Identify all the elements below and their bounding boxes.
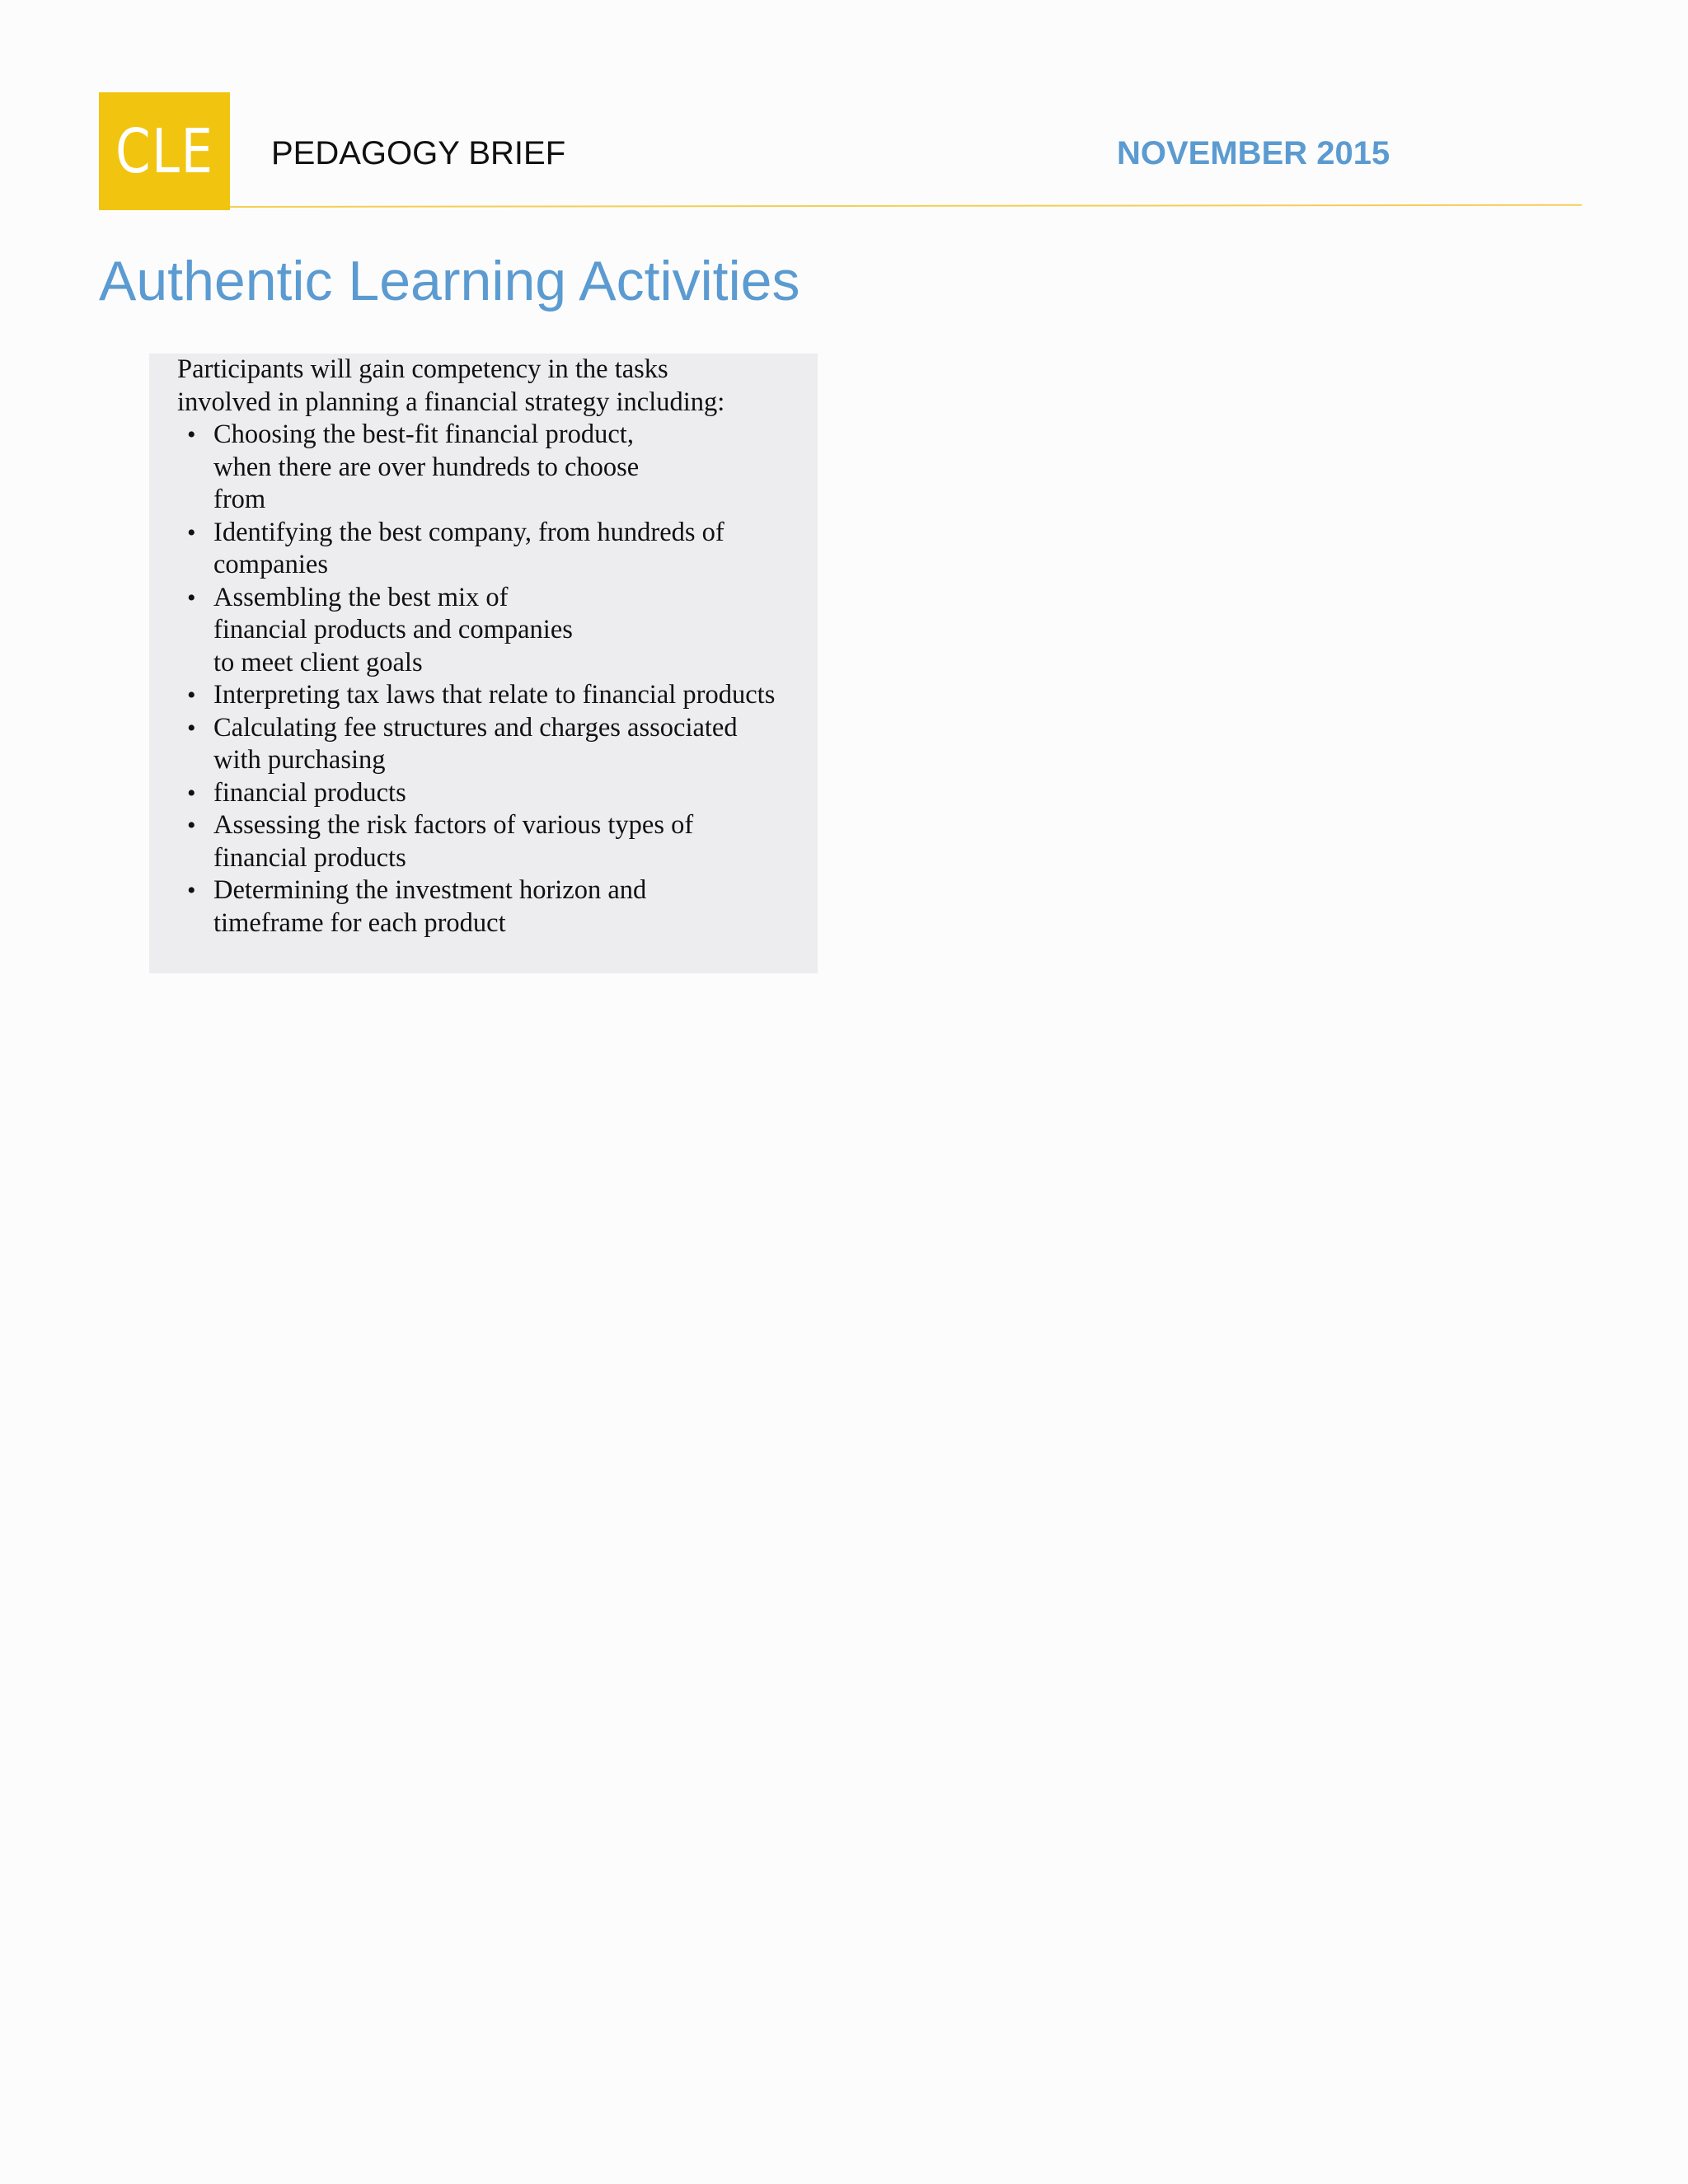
- list-item-line: Determining the investment horizon and: [213, 875, 647, 905]
- brief-label: PEDAGOGY BRIEF: [271, 135, 566, 171]
- competency-list: [177, 419, 818, 940]
- list-item: [177, 777, 818, 810]
- list-item-line: Calculating fee structures and charges associated: [213, 712, 738, 743]
- callout-intro: [177, 354, 818, 419]
- intro-line: Participants will gain competency in the tasks: [177, 354, 668, 384]
- bullet-icon: •: [187, 518, 196, 546]
- list-item-line: with purchasing: [213, 745, 386, 775]
- callout-text: [177, 354, 818, 940]
- bullet-icon: •: [187, 421, 196, 448]
- list-item-line: financial products: [213, 842, 406, 873]
- list-item-line: when there are over hundreds to choose: [213, 452, 640, 482]
- bullet-icon: •: [187, 682, 196, 709]
- list-item: [177, 809, 818, 874]
- list-item-line: timeframe for each product: [213, 907, 506, 938]
- competency-callout: [149, 354, 818, 973]
- list-item-line: Assessing the risk factors of various types of: [213, 810, 694, 840]
- bullet-icon: •: [187, 877, 196, 904]
- list-item-line: from: [213, 485, 266, 514]
- bullet-icon: •: [187, 779, 196, 807]
- list-item-line: Choosing the best-fit financial product,: [213, 419, 634, 449]
- list-item: [177, 582, 818, 680]
- list-item-line: to meet client goals: [213, 647, 423, 677]
- list-item-line: companies: [213, 550, 328, 579]
- list-item: [177, 419, 818, 517]
- list-item-line: Assembling the best mix of: [213, 582, 509, 612]
- issue-date: NOVEMBER 2015: [1117, 135, 1390, 171]
- bullet-icon: •: [187, 812, 196, 839]
- list-item: [177, 679, 818, 712]
- list-item-line: financial products and companies: [213, 615, 573, 644]
- list-item-line: Interpreting tax laws that relate to financial products: [213, 680, 776, 710]
- bullet-icon: •: [187, 714, 196, 742]
- bullet-icon: •: [187, 583, 196, 612]
- cle-logo: [99, 92, 230, 210]
- list-item: [177, 874, 818, 940]
- list-item: [177, 517, 818, 582]
- header-divider: [230, 204, 1582, 208]
- list-item: [177, 712, 818, 777]
- logo-text: CLE: [115, 115, 214, 187]
- list-item-line: financial products: [213, 777, 406, 808]
- list-item-line: Identifying the best company, from hundreds of: [213, 517, 724, 547]
- page-title: Authentic Learning Activities: [99, 250, 800, 312]
- intro-line: involved in planning a financial strategy including:: [177, 387, 725, 417]
